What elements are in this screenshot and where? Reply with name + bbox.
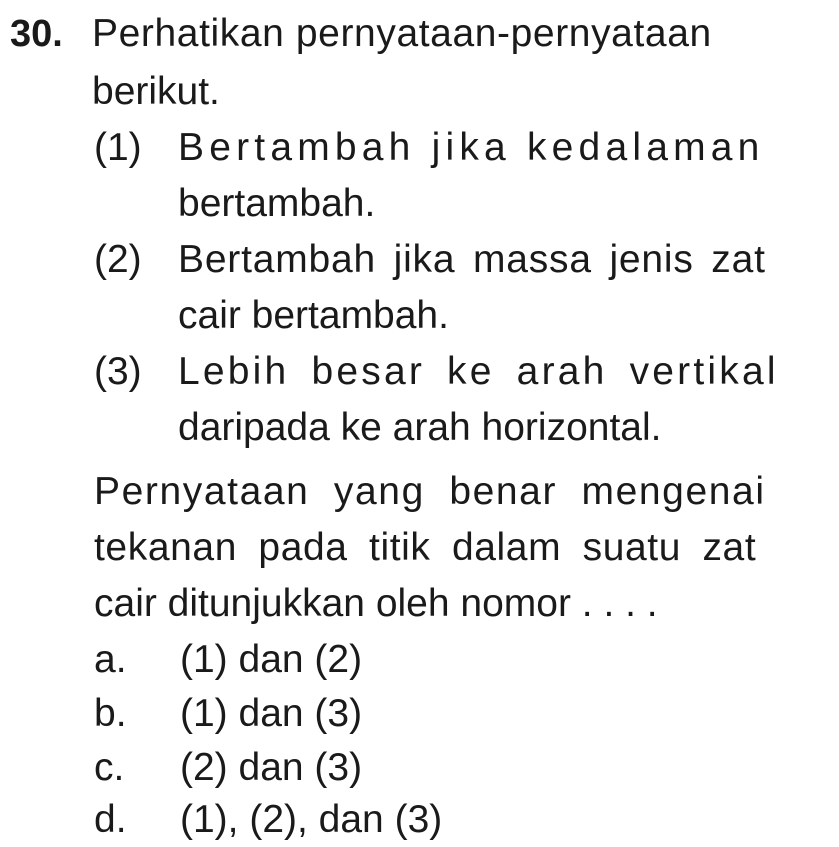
statement-number-3: (3) [94, 350, 142, 393]
statement-2-line-2: cair bertambah. [178, 294, 449, 337]
statement-2-line-1: Bertambah jika massa jenis zat [178, 238, 766, 281]
statement-1-line-2: bertambah. [178, 182, 376, 225]
statement-3-line-1: Lebih besar ke arah vertikal [178, 350, 779, 393]
option-text-c: (2) dan (3) [180, 746, 363, 789]
prompt-line-1: Pernyataan yang benar mengenai [94, 470, 766, 513]
stem-line-1: Perhatikan pernyataan-pernyataan [92, 12, 712, 55]
prompt-line-3: cair ditunjukkan oleh nomor . . . . [94, 582, 658, 625]
option-letter-a: a. [94, 638, 127, 681]
option-text-b: (1) dan (3) [180, 692, 363, 735]
option-text-a: (1) dan (2) [180, 638, 363, 681]
statement-3-line-2: daripada ke arah horizontal. [178, 406, 662, 449]
option-letter-c: c. [94, 746, 125, 789]
prompt-line-2: tekanan pada titik dalam suatu zat [94, 526, 757, 569]
statement-number-1: (1) [94, 126, 142, 169]
option-letter-d: d. [94, 798, 127, 841]
question-number: 30. [10, 13, 63, 55]
option-text-d: (1), (2), dan (3) [180, 798, 443, 841]
statement-number-2: (2) [94, 238, 142, 281]
statement-1-line-1: Bertambah jika kedalaman [178, 126, 765, 169]
stem-line-2: berikut. [92, 70, 220, 113]
option-letter-b: b. [94, 692, 127, 735]
